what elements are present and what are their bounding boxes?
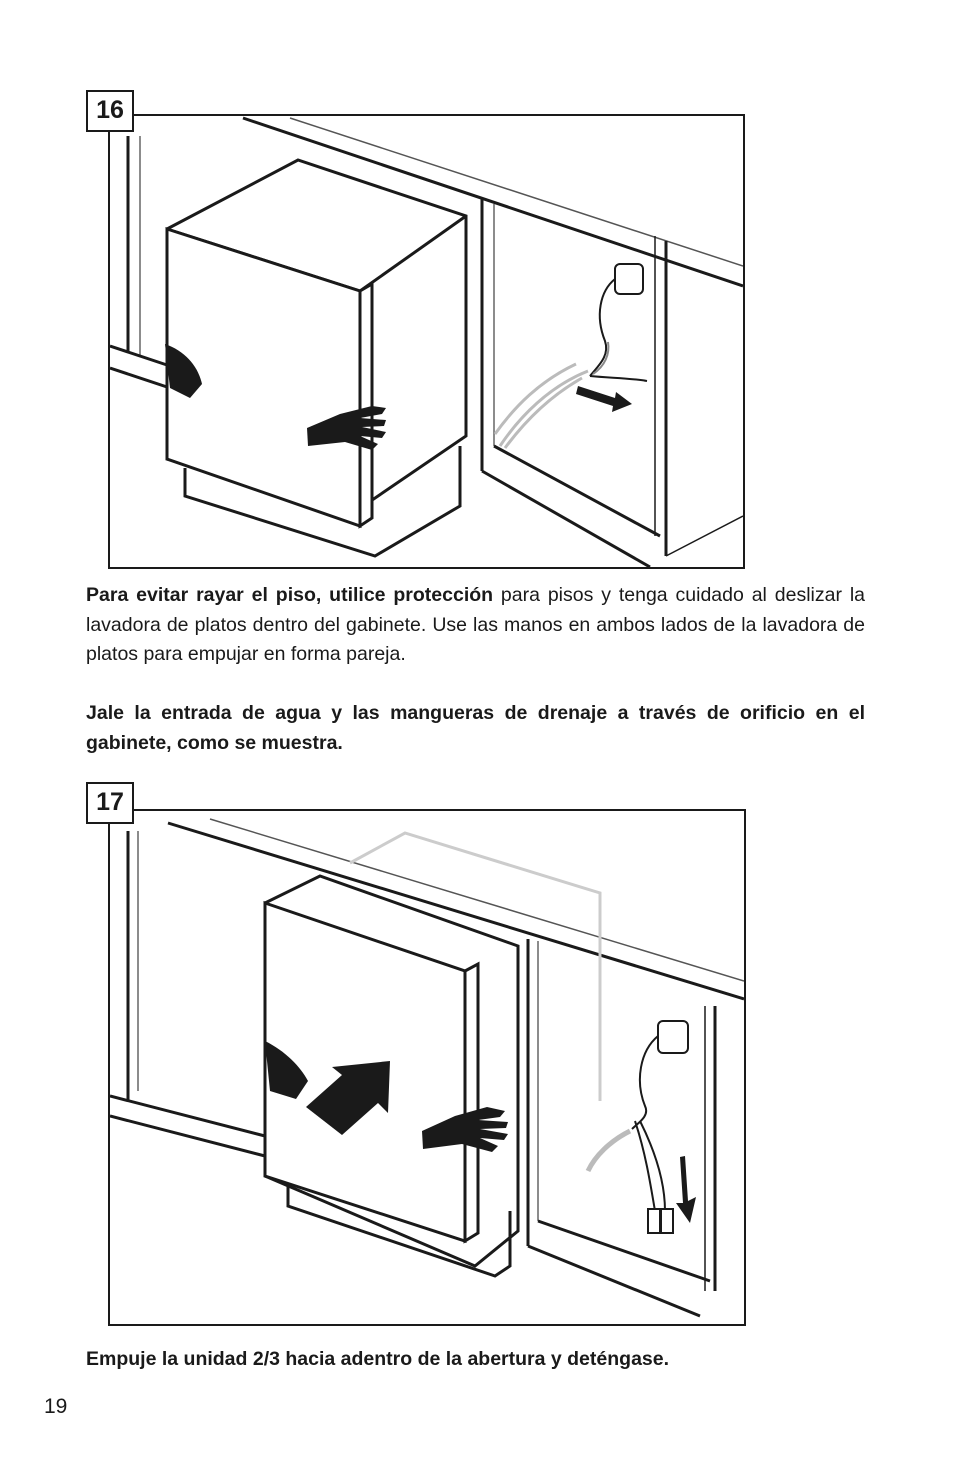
page-number: 19 [44, 1395, 68, 1418]
instruction-paragraph-3: Empuje la unidad 2/3 hacia adentro de la abertura y deténgase. [86, 1348, 670, 1370]
instruction-paragraph-2: Jale la entrada de agua y las mangueras de drenaje a través de orificio en el gabinete, como se muestra. [86, 702, 865, 754]
instruction-paragraph-1-text: para pisos y tenga cuidado al deslizar la lavadora de platos dentro del gabinete. Use las manos en ambos lados de la lavadora de platos para empujar en forma pareja. [86, 584, 865, 665]
figure-17-number: 17 [86, 782, 134, 824]
instruction-paragraph-1 [86, 581, 865, 670]
figure-16-frame [108, 114, 745, 569]
figure-17-illustration [110, 811, 744, 1324]
figure-16-number: 16 [86, 90, 134, 132]
instruction-paragraph-1-bold: Para evitar rayar el piso, utilice protección [86, 584, 494, 606]
figure-16-illustration [110, 116, 743, 567]
figure-17-frame [108, 809, 746, 1326]
